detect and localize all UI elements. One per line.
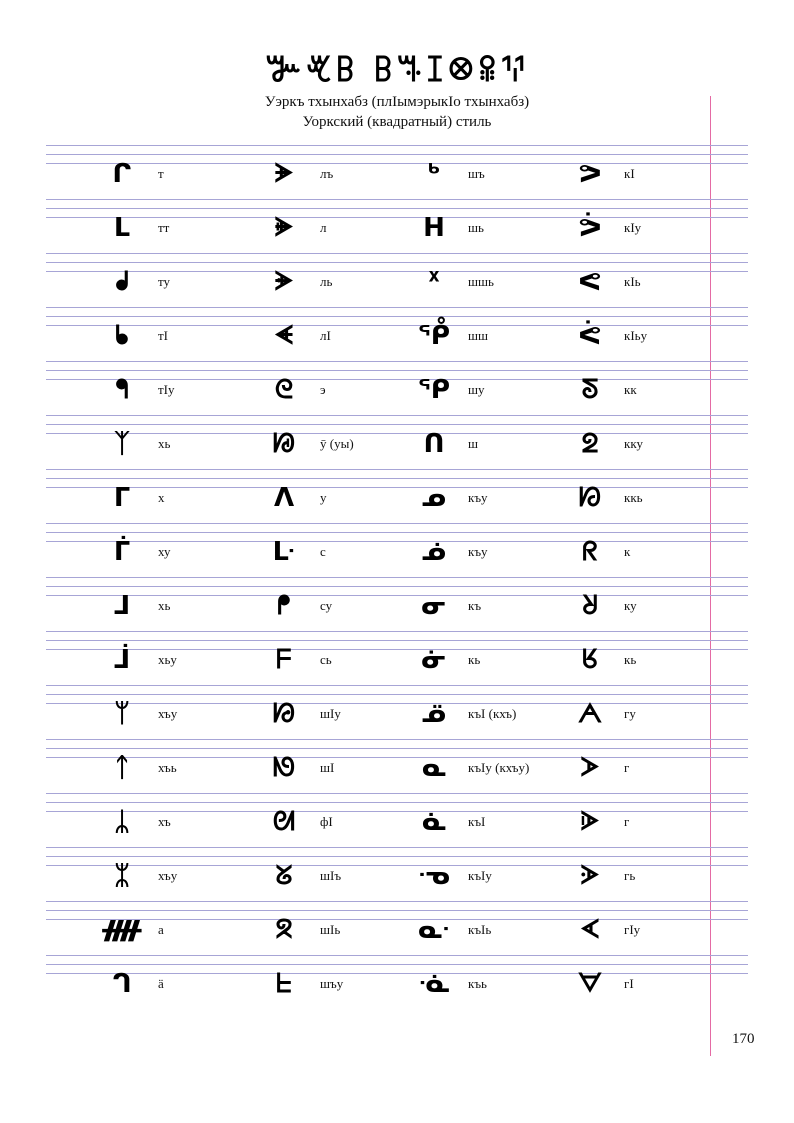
script-glyph: ᛉ xyxy=(114,429,130,459)
cyrillic-label: сь xyxy=(320,652,332,667)
cyrillic-label: шш xyxy=(468,328,489,343)
script-glyph: ᛏ xyxy=(114,753,130,783)
cyrillic-label: тI xyxy=(158,328,169,343)
ruling-line xyxy=(46,523,748,524)
script-glyph: ᒃ xyxy=(427,159,441,189)
cyrillic-label: тIу xyxy=(158,382,175,397)
script-glyph: ᕿ xyxy=(417,375,451,405)
cyrillic-label: гIу xyxy=(624,922,641,937)
cyrillic-label: къу xyxy=(468,544,488,559)
cyrillic-label: гI xyxy=(624,976,634,991)
cyrillic-label: гь xyxy=(624,868,636,883)
script-glyph: ᒥ xyxy=(113,483,131,513)
script-glyph: ᛦ xyxy=(114,807,130,837)
script-glyph: ᘙ xyxy=(272,699,296,729)
cyrillic-label: хьу xyxy=(158,652,177,667)
script-glyph: ᛘ xyxy=(114,699,130,729)
script-glyph: ᘗ xyxy=(578,483,602,513)
cyrillic-label: т xyxy=(158,166,164,181)
script-glyph: ᖲ xyxy=(115,321,129,351)
cyrillic-label: кь xyxy=(468,652,481,667)
script-glyph: ᓄ xyxy=(421,483,447,513)
script-glyph: ᗊ xyxy=(577,969,603,999)
cyrillic-label: ӯ (уы) xyxy=(320,436,354,451)
ruling-line xyxy=(46,631,748,632)
cyrillic-label: къI xyxy=(468,814,486,829)
script-glyph: ᘘ xyxy=(272,429,296,459)
script-glyph: ᗅ xyxy=(577,699,603,729)
script-glyph: ᗉ xyxy=(580,915,600,945)
cyrillic-label: къ xyxy=(468,598,482,613)
cyrillic-label: къIу (кхъу) xyxy=(468,760,530,775)
script-glyph: ᓇ xyxy=(421,753,447,783)
ruling-line xyxy=(46,415,748,416)
cyrillic-label: кь xyxy=(624,652,637,667)
script-glyph: ᖰ xyxy=(277,591,291,621)
ruling-line xyxy=(46,577,748,578)
cyrillic-label: ту xyxy=(158,274,171,289)
script-glyph: ᘕ xyxy=(581,375,599,405)
cyrillic-label: ш xyxy=(468,436,479,451)
script-glyph: ᗈ xyxy=(580,861,600,891)
cyrillic-label: су xyxy=(320,598,333,613)
cyrillic-label: г xyxy=(624,814,630,829)
script-glyph: ᖶ xyxy=(276,969,292,999)
cyrillic-label: гу xyxy=(624,706,636,721)
cyrillic-label: хъ xyxy=(158,814,171,829)
script-glyph: ᕽ xyxy=(427,267,441,297)
script-glyph: ᗙ xyxy=(274,213,294,243)
cyrillic-label: шъу xyxy=(320,976,344,991)
script-glyph: ᒷ xyxy=(272,537,296,567)
cyrillic-label: ä xyxy=(158,976,164,991)
script-glyph: ᘚ xyxy=(272,753,296,783)
script-glyph: ᖳ xyxy=(115,375,129,405)
cyrillic-label: э xyxy=(320,382,326,397)
script-glyph: ᕚ xyxy=(577,321,603,351)
script-glyph: ᒧ xyxy=(113,591,131,621)
cyrillic-label: шI xyxy=(320,760,335,775)
script-glyph: ᕾ xyxy=(417,321,451,351)
ruling-line xyxy=(46,847,748,848)
script-glyph: ᒨ xyxy=(113,645,131,675)
cyrillic-label: шшь xyxy=(468,274,494,289)
ruling-line xyxy=(46,793,748,794)
script-glyph: ᖱ xyxy=(115,267,129,297)
script-glyph: ᗛ xyxy=(274,321,294,351)
cyrillic-label: ху xyxy=(158,544,171,559)
script-glyph: ᘜ xyxy=(275,861,293,891)
cyrillic-label: кIу xyxy=(624,220,642,235)
script-glyph: ᖴ xyxy=(276,645,292,675)
cyrillic-label: ккь xyxy=(624,490,643,505)
script-glyph: ᓂ xyxy=(421,591,447,621)
ruling-line xyxy=(46,307,748,308)
cyrillic-label: шу xyxy=(468,382,485,397)
script-glyph: ᘖ xyxy=(581,429,599,459)
ruling-line xyxy=(46,361,748,362)
subtitle-russian: Уоркский (квадратный) стиль xyxy=(302,114,492,130)
cyrillic-label: къь xyxy=(468,976,487,991)
ruling-line xyxy=(46,469,748,470)
ruling-line xyxy=(46,685,748,686)
script-glyph: ᛯ xyxy=(114,861,130,891)
ruling-line xyxy=(46,145,748,146)
cyrillic-label: фI xyxy=(320,814,333,829)
script-glyph: ᕙ xyxy=(577,267,603,297)
cyrillic-label: шIъ xyxy=(320,868,342,883)
script-glyph: ᖈ xyxy=(582,591,598,621)
ruling-line xyxy=(46,901,748,902)
cyrillic-label: тт xyxy=(158,220,170,235)
script-glyph: ᗘ xyxy=(274,159,294,189)
page-title: ꔐꕩꕗ ꕗꕐꕯꕕꕉꖬ xyxy=(264,50,530,90)
cyrillic-label: ку xyxy=(624,598,637,613)
script-glyph: ᓈ xyxy=(421,807,447,837)
cyrillic-label: хъь xyxy=(158,760,177,775)
script-glyph: ᘝ xyxy=(275,915,293,945)
script-glyph: ᕘ xyxy=(577,213,603,243)
cyrillic-label: с xyxy=(320,544,326,559)
ruling-line xyxy=(46,253,748,254)
ruling-line xyxy=(46,739,748,740)
cyrillic-label: лъ xyxy=(320,166,334,181)
page-number: 170 xyxy=(732,1031,755,1047)
subtitle-native: Уэркъ тхынхабз (плIымэрыкIо тхынхабз) xyxy=(264,94,530,110)
cyrillic-label: к xyxy=(624,544,631,559)
cyrillic-label: х xyxy=(158,490,165,505)
script-glyph: ᗚ xyxy=(274,267,294,297)
cyrillic-label: шIь xyxy=(320,922,341,937)
cyrillic-label: кIьу xyxy=(624,328,648,343)
script-glyph: ᘛ xyxy=(272,807,296,837)
cyrillic-label: къIу xyxy=(468,868,492,883)
script-glyph: ᕼ xyxy=(423,213,445,243)
script-glyph: ᒦ xyxy=(113,537,131,567)
ruling-line xyxy=(46,199,748,200)
cyrillic-label: хъу xyxy=(158,706,178,721)
script-glyph: ᒉ xyxy=(112,969,132,999)
cyrillic-label: кIь xyxy=(624,274,641,289)
script-glyph: ᐱ xyxy=(273,483,295,513)
script-glyph: ᓆ xyxy=(421,699,447,729)
ruling-line xyxy=(46,955,748,956)
cyrillic-label: ль xyxy=(320,274,333,289)
cyrillic-label: къIь xyxy=(468,922,492,937)
cyrillic-label: у xyxy=(320,490,327,505)
cyrillic-label: кI xyxy=(624,166,635,181)
script-glyph: ᚎ xyxy=(102,915,142,945)
cyrillic-label: къу xyxy=(468,490,488,505)
cyrillic-label: лI xyxy=(320,328,331,343)
cyrillic-label: хь xyxy=(158,436,171,451)
cyrillic-label: кку xyxy=(624,436,643,451)
script-glyph: ᖇ xyxy=(582,537,598,567)
cyrillic-label: г xyxy=(624,760,630,775)
script-glyph: ᑎ xyxy=(423,429,445,459)
script-glyph: ᓌ xyxy=(418,915,450,945)
script-glyph: ᕗ xyxy=(577,159,603,189)
script-glyph: ᗇ xyxy=(580,807,600,837)
cyrillic-label: хъу xyxy=(158,868,178,883)
script-glyph: ᓅ xyxy=(421,537,447,567)
cyrillic-label: л xyxy=(320,220,327,235)
cyrillic-label: хь xyxy=(158,598,171,613)
cyrillic-label: шь xyxy=(468,220,484,235)
cyrillic-label: а xyxy=(158,922,164,937)
cyrillic-label: къI (кхъ) xyxy=(468,706,517,721)
cyrillic-label: шIу xyxy=(320,706,341,721)
script-glyph: ᓍ xyxy=(418,969,450,999)
script-glyph: ᓃ xyxy=(421,645,447,675)
script-glyph: ᘓ xyxy=(274,375,294,405)
script-glyph: ᗆ xyxy=(580,753,600,783)
script-glyph: ᖉ xyxy=(582,645,598,675)
cyrillic-label: шъ xyxy=(468,166,485,181)
script-glyph: ᒪ xyxy=(113,213,131,243)
script-glyph: ᒋ xyxy=(112,159,132,189)
cyrillic-label: кк xyxy=(624,382,637,397)
script-glyph: ᓉ xyxy=(417,861,451,891)
